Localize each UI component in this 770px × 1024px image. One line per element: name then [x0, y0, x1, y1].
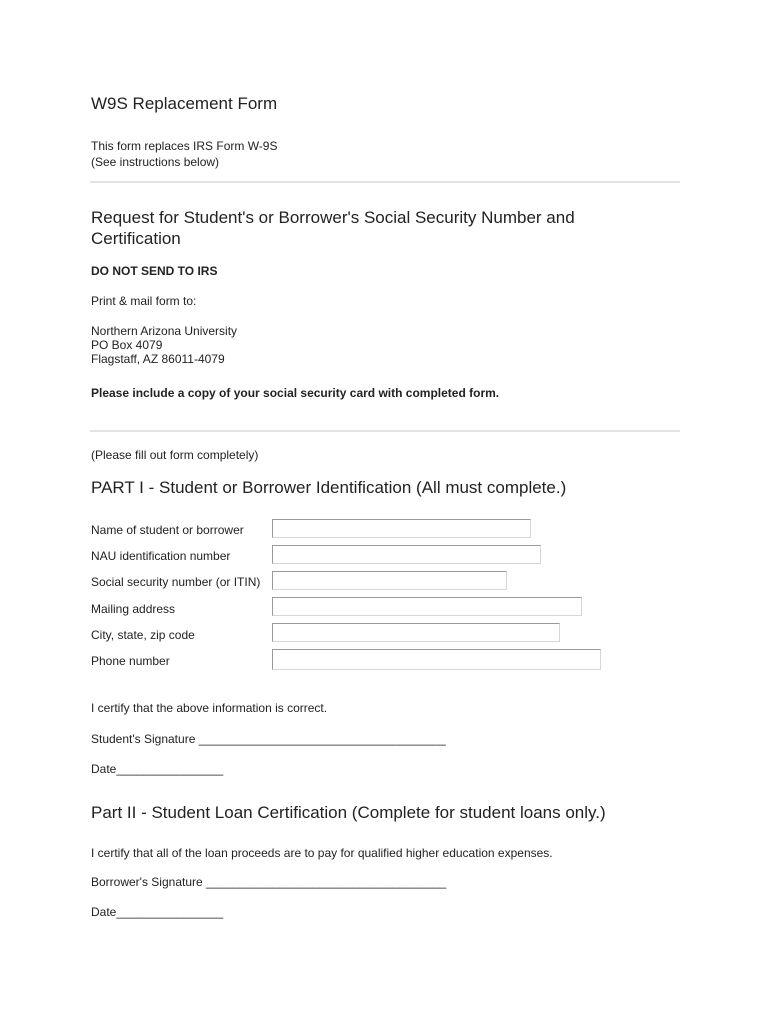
student-name-label: Name of student or borrower	[91, 523, 244, 537]
part2-date-line: Date________________	[91, 905, 224, 919]
do-not-send-notice: DO NOT SEND TO IRS	[91, 264, 218, 278]
student-name-input[interactable]	[272, 519, 531, 538]
city-state-zip-label: City, state, zip code	[91, 628, 195, 642]
address-line-1: Northern Arizona University	[91, 324, 238, 338]
nau-id-label: NAU identification number	[91, 549, 231, 563]
mailing-address-label: Mailing address	[91, 602, 176, 616]
mailing-address-input[interactable]	[272, 597, 582, 616]
ssn-input[interactable]	[272, 571, 507, 590]
part1-certify-text: I certify that the above information is correct.	[91, 701, 328, 715]
part2-certify-text: I certify that all of the loan proceeds are to pay for qualified higher education expenses.	[91, 846, 553, 860]
student-signature-line: Student's Signature _____________________________________	[91, 732, 446, 746]
page-title: W9S Replacement Form	[91, 94, 278, 113]
address-line-2: PO Box 4079	[91, 338, 163, 352]
subtitle-line-2: (See instructions below)	[91, 155, 220, 169]
include-copy-notice: Please include a copy of your social security card with completed form.	[91, 386, 500, 400]
city-state-zip-input[interactable]	[272, 623, 560, 642]
subtitle-line-1: This form replaces IRS Form W-9S	[91, 139, 278, 153]
phone-input[interactable]	[272, 649, 601, 670]
fill-note: (Please fill out form completely)	[91, 448, 259, 462]
borrower-signature-line: Borrower's Signature ____________________________________	[91, 875, 447, 889]
address-line-3: Flagstaff, AZ 86011-4079	[91, 352, 225, 366]
part1-date-line: Date________________	[91, 762, 224, 776]
nau-id-input[interactable]	[272, 545, 541, 564]
part2-heading: Part II - Student Loan Certification (Complete for student loans only.)	[91, 803, 606, 822]
request-heading: Request for Student's or Borrower's Social Security Number and Certification	[91, 208, 575, 248]
divider	[90, 430, 680, 432]
part1-heading: PART I - Student or Borrower Identification (All must complete.)	[91, 478, 567, 497]
phone-label: Phone number	[91, 654, 170, 668]
mail-instruction: Print & mail form to:	[91, 294, 197, 308]
divider	[90, 181, 680, 183]
ssn-label: Social security number (or ITIN)	[91, 575, 261, 589]
